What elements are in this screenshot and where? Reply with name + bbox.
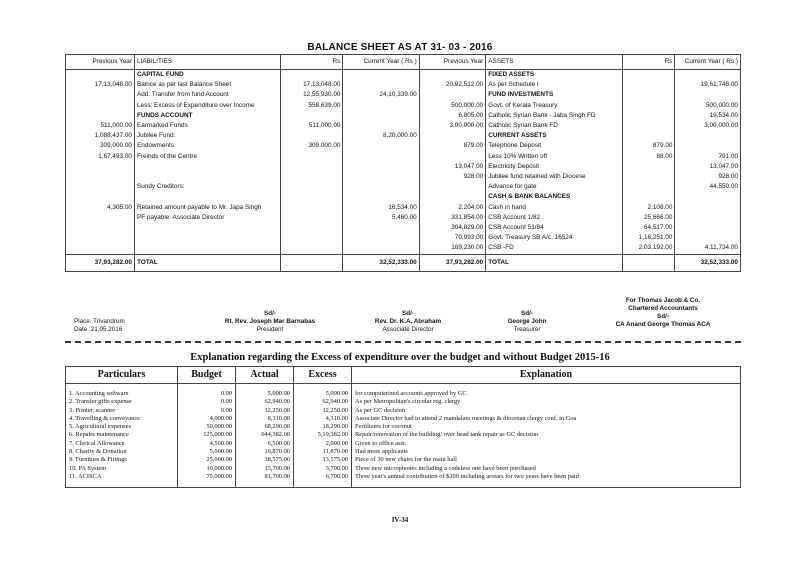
table-row <box>66 131 741 141</box>
prev-year-asset-cell: 500,000.00 <box>419 101 485 111</box>
header-rs: Rs <box>623 55 675 70</box>
prev-year-liab-cell: 1,67,493.00 <box>66 152 135 162</box>
header-previous-year: Previous Year <box>66 55 135 70</box>
asset-rs-cell: 2,108.00 <box>623 203 675 213</box>
actual-cell: 38,575.00 <box>236 456 294 464</box>
asset-rs-cell <box>623 121 675 131</box>
curr-year-asset-cell <box>675 213 741 223</box>
prev-year-asset-cell: 20,92,512.00 <box>419 80 485 90</box>
excess-cell: 11,870.00 <box>294 448 352 456</box>
curr-year-asset-cell: 500,000.00 <box>675 101 741 111</box>
asset-rs-cell <box>623 182 675 192</box>
excess-cell: 18,290.00 <box>294 423 352 431</box>
table-row <box>66 465 741 473</box>
prev-year-asset-cell: 2,204.00 <box>419 203 485 213</box>
curr-year-liab-cell: 5,460.00 <box>343 213 419 223</box>
table-row <box>66 70 741 81</box>
total-current-liabilities: 32,52,333.00 <box>343 254 419 271</box>
excess-cell: 5,000.00 <box>294 390 352 398</box>
table-row <box>66 182 741 192</box>
explanation-cell: for computerized accounts approved by GC <box>352 390 741 398</box>
spacer-row <box>66 481 741 488</box>
liability-cell: CAPITAL FUND <box>134 70 280 81</box>
curr-year-liab-cell: 24,10,339.00 <box>343 90 419 100</box>
curr-year-asset-cell <box>675 90 741 100</box>
table-row <box>66 203 741 213</box>
asset-cell: CURRENT ASSETS <box>486 131 623 141</box>
liability-cell: Add: Transfer from fund Account <box>134 90 280 100</box>
curr-year-liab-cell <box>343 182 419 192</box>
explanation-title: Explanation regarding the Excess of expenditure over the budget and without Budget 2015-16 <box>190 352 610 363</box>
curr-year-liab-cell <box>343 80 419 90</box>
header-budget: Budget <box>178 367 236 384</box>
explanation-header <box>66 367 741 384</box>
curr-year-asset-cell: 44,550.00 <box>675 182 741 192</box>
liab-rs-cell <box>281 111 343 121</box>
curr-year-asset-cell <box>675 131 741 141</box>
total-previous-assets: 37,93,282.00 <box>419 254 485 271</box>
table-row <box>66 233 741 243</box>
spacer-cell <box>178 481 236 488</box>
liab-rs-cell <box>281 243 343 254</box>
prev-year-asset-cell: 3,00,000.00 <box>419 121 485 131</box>
asset-rs-cell <box>623 70 675 81</box>
actual-cell: 644,382.00 <box>236 431 294 439</box>
explanation-cell: As per Metropolitan's circular reg. clergy <box>352 398 741 406</box>
prev-year-liab-cell <box>66 213 135 223</box>
prev-year-liab-cell <box>66 172 135 182</box>
signature-mark: Sd/- <box>264 310 276 317</box>
excess-cell: 6,700.00 <box>294 473 352 481</box>
signature-associate-director <box>348 310 468 334</box>
liab-rs-cell <box>281 203 343 213</box>
curr-year-liab-cell <box>343 172 419 182</box>
header-assets: ASSETS <box>486 55 623 70</box>
liab-rs-cell: 12,55,930.00 <box>281 90 343 100</box>
header-current-year: Current Year ( Rs ) <box>343 55 419 70</box>
curr-year-liab-cell <box>343 233 419 243</box>
prev-year-liab-cell <box>66 70 135 81</box>
header-explanation: Explanation <box>352 367 741 384</box>
table-row <box>66 152 741 162</box>
dashed-divider <box>65 341 741 343</box>
spacer-cell <box>352 481 741 488</box>
signatory-name: Rt. Rev. Joseph Mar Barnabas <box>224 318 316 325</box>
signatory-role: Associate Director <box>382 326 434 333</box>
prev-year-asset-cell <box>419 90 485 100</box>
asset-cell: CASH & BANK BALANCES <box>486 192 623 202</box>
signatory-name: Rev. Dr. K.A. Abraham <box>374 318 442 325</box>
curr-year-asset-cell: 4,11,734.00 <box>675 243 741 254</box>
prev-year-liab-cell <box>66 223 135 233</box>
prev-year-asset-cell <box>419 70 485 81</box>
balance-sheet-header <box>66 55 741 70</box>
explanation-cell: Three year's annual contribution of $200 including arrears for two years have been paid <box>352 473 741 481</box>
asset-rs-cell <box>623 101 675 111</box>
prev-year-asset-cell: 928.00 <box>419 172 485 182</box>
liab-rs-cell <box>281 70 343 81</box>
balance-sheet-total-row <box>66 254 741 271</box>
table-row <box>66 101 741 111</box>
curr-year-asset-cell: 19,61,748.00 <box>675 80 741 90</box>
auditor-title: Chartered Accountants <box>628 305 698 312</box>
curr-year-asset-cell: 3,00,000.00 <box>675 121 741 131</box>
prev-year-liab-cell <box>66 101 135 111</box>
liability-cell: FUNDS ACCOUNT <box>134 111 280 121</box>
liability-cell: Retained amount payable to Mr. Japa Singh <box>134 203 280 213</box>
place: Place: Trivandrum <box>74 318 125 325</box>
curr-year-asset-cell <box>675 223 741 233</box>
asset-rs-cell: 1,16,251.00 <box>623 233 675 243</box>
asset-rs-cell <box>623 90 675 100</box>
particular-cell: 2. Transfer gifts expense <box>66 398 178 406</box>
table-row <box>66 121 741 131</box>
place-date-block <box>74 318 125 334</box>
curr-year-asset-cell <box>675 203 741 213</box>
particular-cell: 3. Printer, scanner <box>66 407 178 415</box>
table-row <box>66 213 741 223</box>
particular-cell: 7. Clerical Allowance <box>66 440 178 448</box>
prev-year-asset-cell: 6,805.00 <box>419 111 485 121</box>
table-row <box>66 440 741 448</box>
budget-cell: 75,000.00 <box>178 473 236 481</box>
table-row <box>66 423 741 431</box>
asset-rs-cell <box>623 162 675 172</box>
particular-cell: 5. Agricultural expenses <box>66 423 178 431</box>
budget-cell: 4,000.00 <box>178 415 236 423</box>
signature-president <box>200 310 340 334</box>
signature-auditor <box>588 297 738 329</box>
actual-cell: 6,500.00 <box>236 440 294 448</box>
header-particulars: Particulars <box>66 367 178 384</box>
particular-cell: 8. Charity & Donation <box>66 448 178 456</box>
liability-cell: Balnce as per last Balance Sheet <box>134 80 280 90</box>
prev-year-liab-cell <box>66 233 135 243</box>
asset-rs-cell: 2,03,192.00 <box>623 243 675 254</box>
curr-year-liab-cell <box>343 243 419 254</box>
liability-cell <box>134 233 280 243</box>
curr-year-asset-cell <box>675 141 741 151</box>
header-previous-year: Previous Year <box>419 55 485 70</box>
table-row <box>66 223 741 233</box>
budget-cell: 4,500.00 <box>178 440 236 448</box>
budget-cell: 0.00 <box>178 407 236 415</box>
signature-mark: Sd/- <box>521 310 533 317</box>
budget-cell: 125,000.00 <box>178 431 236 439</box>
liab-rs-cell <box>281 131 343 141</box>
curr-year-liab-cell <box>343 121 419 131</box>
curr-year-liab-cell: 16,534.00 <box>343 203 419 213</box>
table-row <box>66 473 741 481</box>
prev-year-liab-cell <box>66 162 135 172</box>
table-row <box>66 162 741 172</box>
signature-mark: Sd/- <box>402 310 414 317</box>
actual-cell: 5,000.00 <box>236 390 294 398</box>
table-row <box>66 415 741 423</box>
curr-year-liab-cell <box>343 141 419 151</box>
table-row <box>66 390 741 398</box>
particular-cell: 10. PA System <box>66 465 178 473</box>
liab-rs-cell: 511,000.00 <box>281 121 343 131</box>
liability-cell: Freinds of the Centre <box>134 152 280 162</box>
prev-year-asset-cell: 13,047.00 <box>419 162 485 172</box>
liability-cell <box>134 162 280 172</box>
page-number: IV-34 <box>391 516 409 524</box>
asset-rs-cell <box>623 111 675 121</box>
curr-year-asset-cell <box>675 192 741 202</box>
table-row <box>66 398 741 406</box>
liab-rs-cell: 558,639.00 <box>281 101 343 111</box>
curr-year-asset-cell <box>675 233 741 243</box>
balance-sheet-table <box>65 54 741 272</box>
curr-year-asset-cell <box>675 70 741 81</box>
curr-year-liab-cell <box>343 70 419 81</box>
explanation-cell: As per GC decision <box>352 407 741 415</box>
prev-year-liab-cell: 4,305.00 <box>66 203 135 213</box>
liability-cell: Earmarked Funds <box>134 121 280 131</box>
curr-year-liab-cell <box>343 162 419 172</box>
signatory-role: President <box>256 326 284 333</box>
liability-cell: Jubilee Fund: <box>134 131 280 141</box>
liab-rs-cell <box>281 192 343 202</box>
particular-cell: 1. Accounting software <box>66 390 178 398</box>
actual-cell: 62,940.00 <box>236 398 294 406</box>
header-current-year: Current Year ( Rs ) <box>675 55 741 70</box>
liability-cell <box>134 243 280 254</box>
asset-cell: CSB Account 1/82 <box>486 213 623 223</box>
budget-cell: 0.00 <box>178 390 236 398</box>
excess-cell: 3,700.00 <box>294 465 352 473</box>
curr-year-asset-cell: 19,534.00 <box>675 111 741 121</box>
prev-year-liab-cell <box>66 192 135 202</box>
spacer-cell <box>66 481 178 488</box>
liab-rs-cell <box>281 233 343 243</box>
actual-cell: 68,290.00 <box>236 423 294 431</box>
curr-year-asset-cell: 13,047.00 <box>675 162 741 172</box>
asset-cell: FIXED ASSETS <box>486 70 623 81</box>
date: Date :21.05.2016 <box>74 326 123 333</box>
header-liabilities: LIABILITIES <box>134 55 280 70</box>
asset-cell: CSB Account 51/84 <box>486 223 623 233</box>
table-row <box>66 431 741 439</box>
table-row <box>66 111 741 121</box>
table-row <box>66 448 741 456</box>
actual-cell: 13,700.00 <box>236 465 294 473</box>
total-current-assets: 32,52,333.00 <box>675 254 741 271</box>
curr-year-liab-cell <box>343 223 419 233</box>
liab-rs-cell <box>281 223 343 233</box>
asset-rs-cell <box>623 192 675 202</box>
asset-cell: As per Schedule I <box>486 80 623 90</box>
liability-cell <box>134 192 280 202</box>
signature-treasurer <box>482 310 572 334</box>
prev-year-liab-cell <box>66 243 135 254</box>
excess-cell: 5,19,382.00 <box>294 431 352 439</box>
liability-cell: Endowments <box>134 141 280 151</box>
excess-cell: 2,000.00 <box>294 440 352 448</box>
particular-cell: 9. Furniture & Fittings <box>66 456 178 464</box>
asset-cell: Govt. Treasury SB A/c. 16524 <box>486 233 623 243</box>
asset-cell: Jubilee fund retained with Diocese <box>486 172 623 182</box>
table-row <box>66 80 741 90</box>
actual-cell: 12,250.00 <box>236 407 294 415</box>
prev-year-asset-cell <box>419 152 485 162</box>
total-label: TOTAL <box>486 254 623 271</box>
budget-cell: 50,000.00 <box>178 423 236 431</box>
asset-cell: Electricity Deposit <box>486 162 623 172</box>
liability-cell <box>134 223 280 233</box>
table-row <box>66 243 741 254</box>
liab-rs-cell <box>281 152 343 162</box>
prev-year-asset-cell: 879.00 <box>419 141 485 151</box>
explanation-cell: Piece of 30 new chairs for the main hall <box>352 456 741 464</box>
curr-year-liab-cell <box>343 111 419 121</box>
actual-cell: 16,870.00 <box>236 448 294 456</box>
table-row <box>66 192 741 202</box>
curr-year-liab-cell <box>343 192 419 202</box>
liab-rs-cell: 17,13,048.00 <box>281 80 343 90</box>
particular-cell: 6. Repairs maintenance <box>66 431 178 439</box>
table-row <box>66 456 741 464</box>
asset-cell: FUND INVESTMENTS <box>486 90 623 100</box>
budget-cell: 0.00 <box>178 398 236 406</box>
particular-cell: 4. Travelling & conveyance <box>66 415 178 423</box>
prev-year-liab-cell: 309,000.00 <box>66 141 135 151</box>
total-previous-liabilities: 37,93,282.00 <box>66 254 135 271</box>
header-excess: Excess <box>294 367 352 384</box>
excess-cell: 12,250.00 <box>294 407 352 415</box>
header-actual: Actual <box>236 367 294 384</box>
asset-rs-cell: 879.00 <box>623 141 675 151</box>
header-rs: Rs <box>281 55 343 70</box>
asset-cell: Less 10% Written off <box>486 152 623 162</box>
total-label: TOTAL <box>134 254 280 271</box>
curr-year-liab-cell <box>343 152 419 162</box>
budget-cell: 25,000.00 <box>178 456 236 464</box>
table-row <box>66 407 741 415</box>
explanation-cell: Fertilizers for coconut <box>352 423 741 431</box>
actual-cell: 8,310.00 <box>236 415 294 423</box>
auditor-firm: For Thomas Jacob & Co. <box>625 297 701 304</box>
asset-cell: Govt. of Kerala Treasury <box>486 101 623 111</box>
prev-year-liab-cell <box>66 111 135 121</box>
asset-cell: Cash in hand <box>486 203 623 213</box>
liability-cell: Sundy Creditors: <box>134 182 280 192</box>
liability-cell: PF payable: Associate Director <box>134 213 280 223</box>
prev-year-asset-cell <box>419 192 485 202</box>
explanation-table <box>65 366 741 488</box>
liab-rs-cell <box>281 172 343 182</box>
curr-year-liab-cell <box>343 101 419 111</box>
curr-year-liab-cell: 8,20,000.00 <box>343 131 419 141</box>
asset-cell: Telephone Deposit <box>486 141 623 151</box>
explanation-cell: Associate Director had to attend 2 mandalam meetings & diocesan clergy conf. in Goa <box>352 415 741 423</box>
asset-rs-cell <box>623 80 675 90</box>
balance-sheet-title: BALANCE SHEET AS AT 31- 03 - 2016 <box>307 42 493 53</box>
prev-year-liab-cell: 511,000.00 <box>66 121 135 131</box>
liability-cell <box>134 172 280 182</box>
spacer-cell <box>294 481 352 488</box>
budget-cell: 10,000.00 <box>178 465 236 473</box>
explanation-cell: Given to office asst. <box>352 440 741 448</box>
curr-year-asset-cell: 928.00 <box>675 172 741 182</box>
actual-cell: 81,700.00 <box>236 473 294 481</box>
asset-rs-cell: 25,666.00 <box>623 213 675 223</box>
spacer-cell <box>236 481 294 488</box>
liab-rs-cell <box>281 213 343 223</box>
prev-year-asset-cell: 304,829.00 <box>419 223 485 233</box>
particular-cell: 11. ACISCA <box>66 473 178 481</box>
asset-rs-cell: 88.00 <box>623 152 675 162</box>
prev-year-asset-cell <box>419 131 485 141</box>
excess-cell: 4,310.00 <box>294 415 352 423</box>
prev-year-asset-cell: 331,854.00 <box>419 213 485 223</box>
liability-cell: Less: Excess of Expenditure over Income <box>134 101 280 111</box>
budget-cell: 5,000.00 <box>178 448 236 456</box>
liab-rs-cell <box>281 182 343 192</box>
asset-cell: Advance for gate <box>486 182 623 192</box>
prev-year-liab-cell: 17,13,048.00 <box>66 80 135 90</box>
table-row <box>66 90 741 100</box>
asset-cell: Catholic Syrian Bank - Jaba Singh FD <box>486 111 623 121</box>
liab-rs-cell <box>281 162 343 172</box>
prev-year-liab-cell <box>66 90 135 100</box>
explanation-cell: Had more applicants <box>352 448 741 456</box>
excess-cell: 62,940.00 <box>294 398 352 406</box>
asset-rs-cell <box>623 172 675 182</box>
table-row <box>66 172 741 182</box>
prev-year-liab-cell <box>66 182 135 192</box>
table-row <box>66 141 741 151</box>
asset-rs-cell <box>623 131 675 141</box>
signatory-name: CA Anand George Thomas ACA <box>615 321 711 328</box>
liab-rs-cell: 309,000.00 <box>281 141 343 151</box>
signatory-name: George John <box>507 318 547 325</box>
asset-cell: Catholic Syrian Bank FD <box>486 121 623 131</box>
prev-year-asset-cell <box>419 182 485 192</box>
curr-year-asset-cell: 791.00 <box>675 152 741 162</box>
prev-year-asset-cell: 169,230.00 <box>419 243 485 254</box>
explanation-cell: Three new microphones including a codeless one have been purchased <box>352 465 741 473</box>
prev-year-asset-cell: 70,993.00 <box>419 233 485 243</box>
asset-cell: CSB -FD <box>486 243 623 254</box>
asset-rs-cell: 64,517.00 <box>623 223 675 233</box>
signatory-role: Treasurer <box>513 326 541 333</box>
explanation-cell: Repair/renovation of the building/ over head tank repair as GC decision <box>352 431 741 439</box>
signature-mark: Sd/- <box>657 313 669 320</box>
prev-year-liab-cell: 1,088,437.00 <box>66 131 135 141</box>
excess-cell: 13,575.00 <box>294 456 352 464</box>
